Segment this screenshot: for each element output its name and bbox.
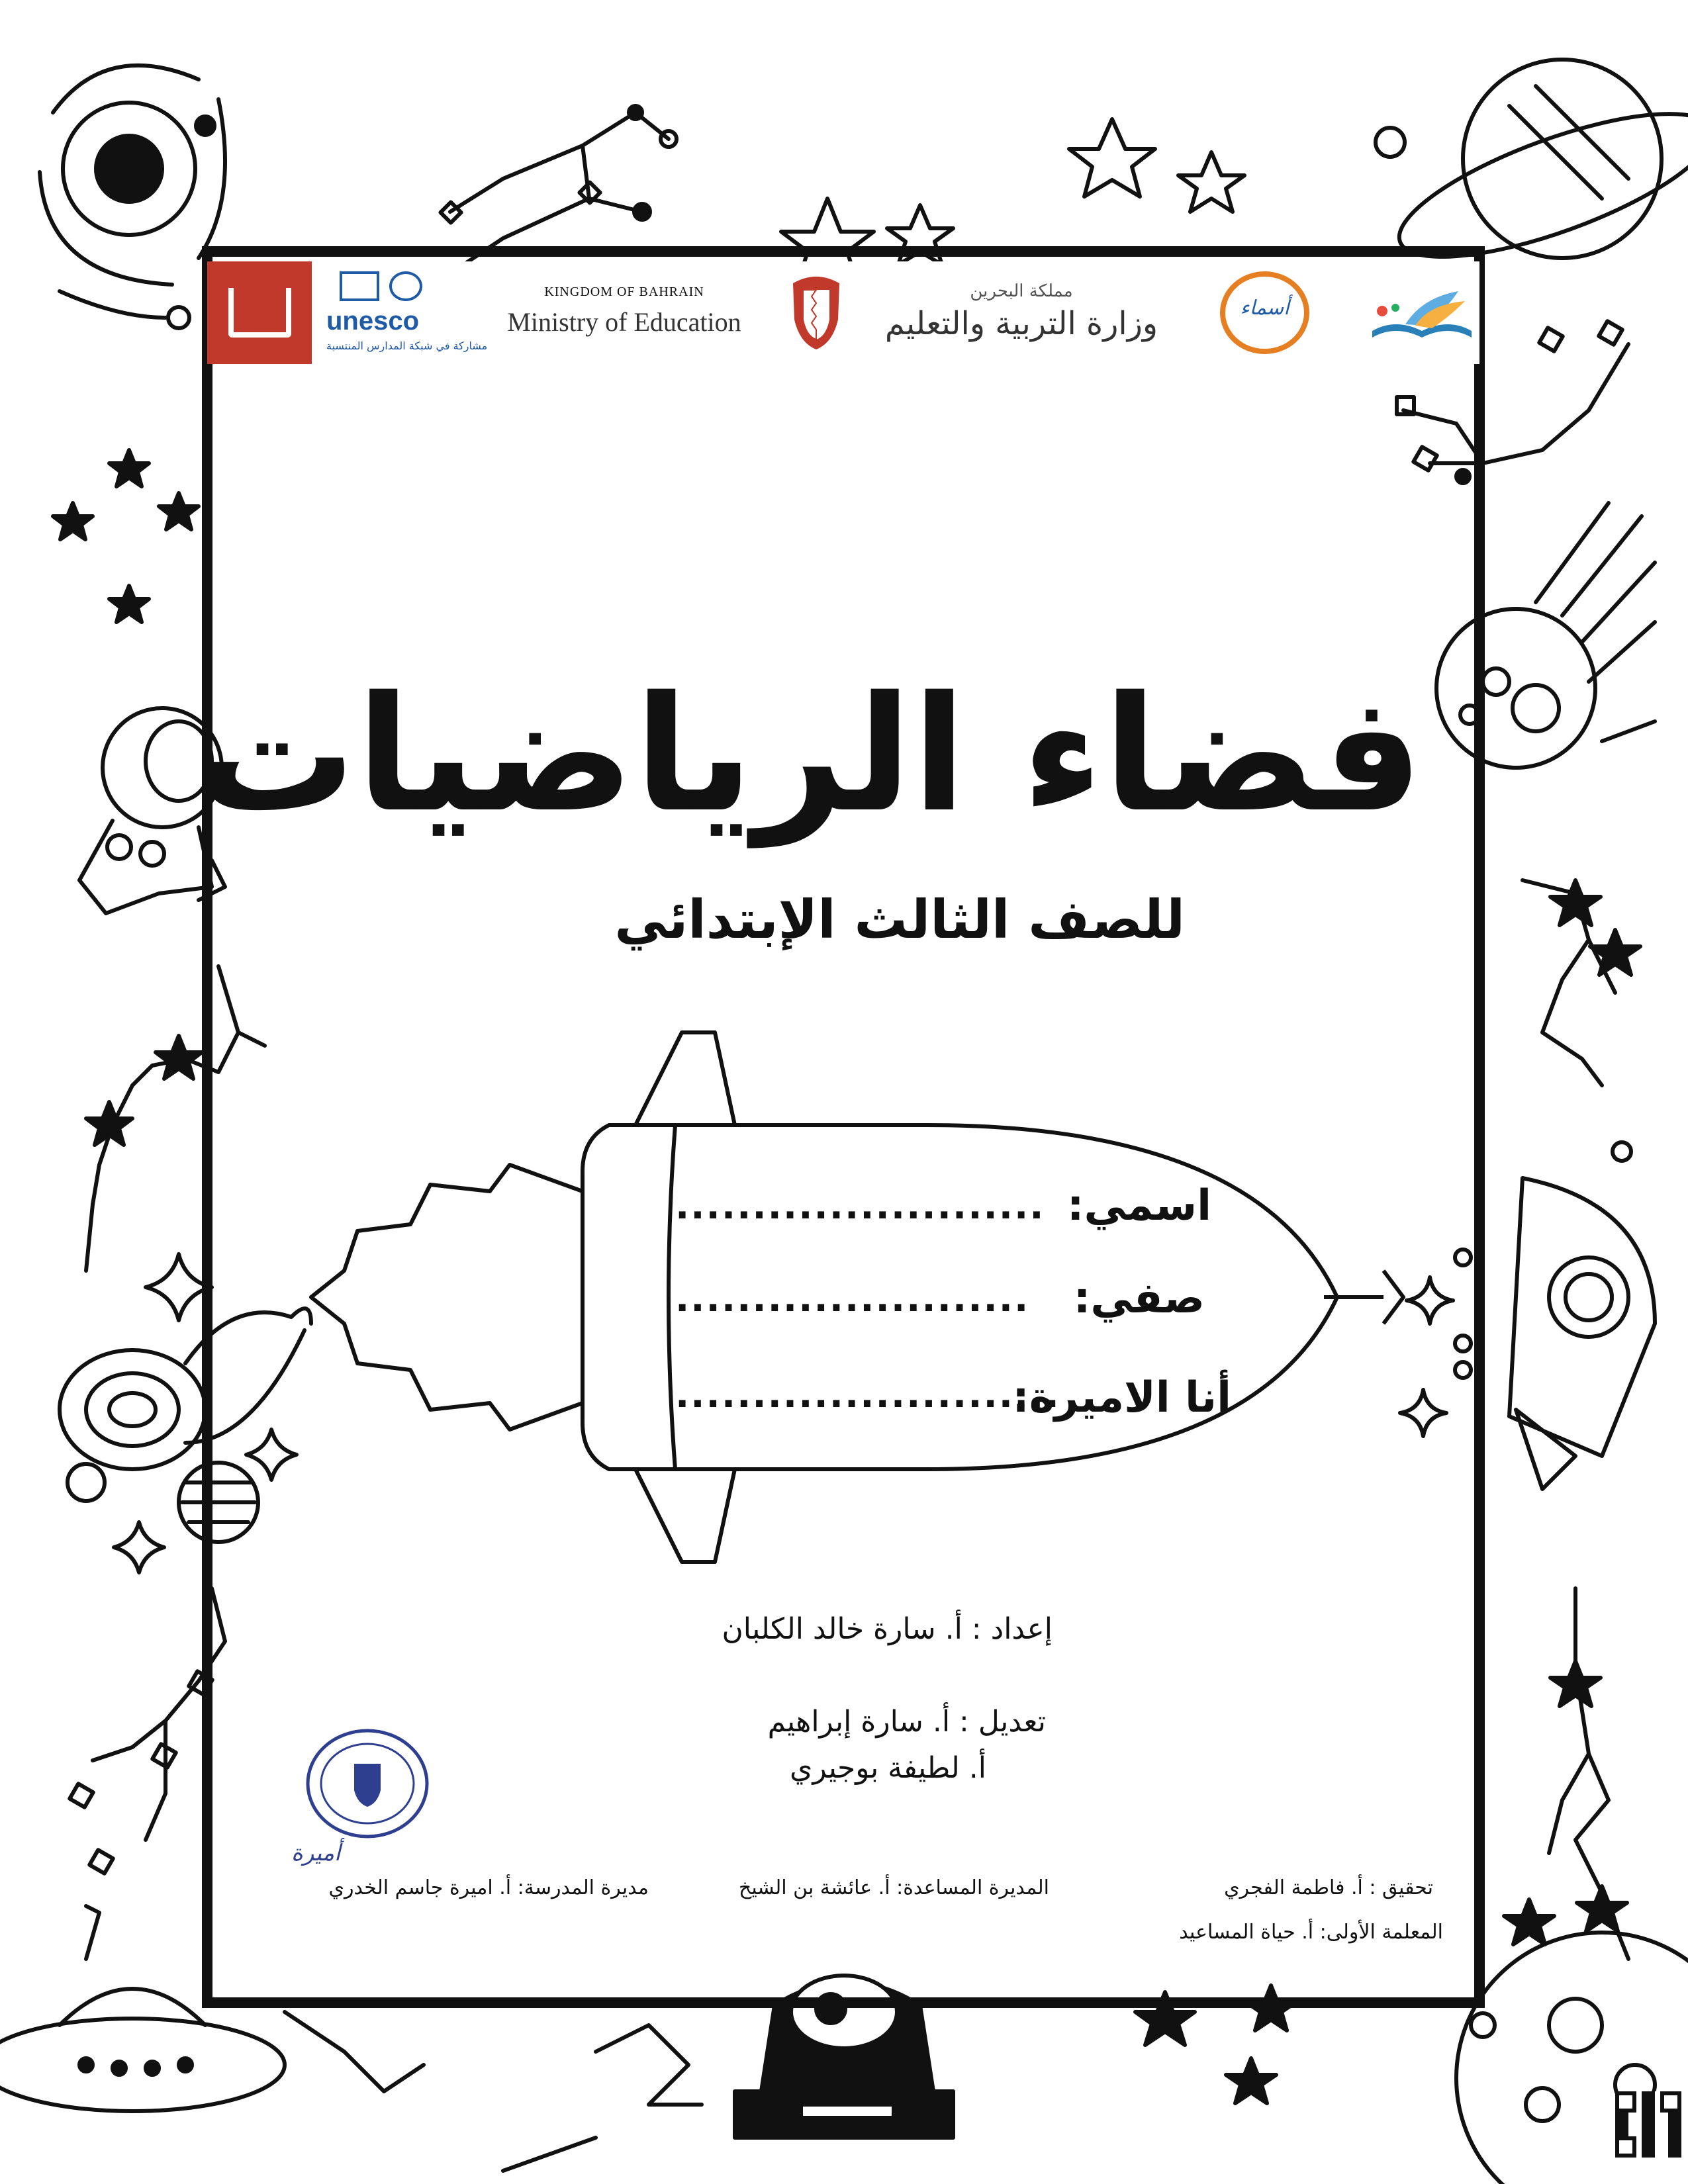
constellation-icon (440, 106, 677, 265)
page-title: فضاء الرياضيات (196, 662, 1423, 847)
prepared-by: إعداد : أ. سارة خالد الكلبان (722, 1612, 1053, 1646)
bottom-constellation-icon (285, 2012, 702, 2171)
school-logo (1220, 271, 1309, 354)
class-field[interactable]: ....................... (675, 1277, 1030, 1320)
kingdom-ar-label: مملكة البحرين (970, 281, 1073, 301)
constellation-right-lower-icon (1504, 1588, 1628, 1959)
school-stamp-icon (301, 1724, 434, 1843)
princess-field[interactable]: ......................... (675, 1373, 1060, 1416)
edited-by: تعديل : أ. سارة إبراهيم (767, 1705, 1046, 1739)
ministry-ar-logo (876, 281, 1167, 354)
signature: أميرة (291, 1840, 341, 1866)
unesco-sub-label: مشاركة في شبكة المدارس المنتسبة (326, 340, 488, 352)
page-subtitle: للصف الثالث الإبتدائي (614, 889, 1185, 950)
school-logo-label: أسماء (1240, 296, 1289, 320)
unesco-logo (320, 268, 488, 357)
edited-by-2: أ. لطيفة بوجيري (790, 1751, 986, 1785)
constellation-right-middle-icon (1523, 880, 1640, 1085)
temple-icon (340, 271, 379, 301)
first-teacher: المعلمة الأولى: أ. حياة المساعيد (1179, 1921, 1443, 1944)
bahrain-emblem-icon (786, 273, 846, 353)
book-icon (228, 288, 291, 338)
leaf-icon (389, 271, 422, 301)
qr-code-icon (1615, 2091, 1681, 2158)
unesco-label: unesco (326, 306, 420, 336)
princess-label: أنا الاميرة: (1012, 1373, 1231, 1422)
logos-header (207, 261, 1479, 364)
class-label: صفي: (1073, 1274, 1205, 1323)
principal: مديرة المدرسة: أ. اميرة جاسم الخدري (328, 1876, 649, 1899)
name-label: اسمي: (1066, 1181, 1211, 1230)
ministry-label: Ministry of Education (507, 307, 741, 337)
name-field[interactable]: ........................ (675, 1185, 1045, 1228)
ministry-ar-label: وزارة التربية والتعليم (884, 305, 1158, 342)
assistant-principal: المديرة المساعدة: أ. عائشة بن الشيخ (738, 1876, 1049, 1899)
ministry-en-logo (492, 285, 757, 351)
planet-orbits-icon (40, 66, 225, 328)
kingdom-label: KINGDOM OF BAHRAIN (544, 285, 704, 299)
books-logo-icon (1366, 285, 1478, 344)
education-logo (207, 261, 312, 364)
side-rocket-icon (1509, 1142, 1655, 1489)
reviewed-by: تحقيق : أ. فاطمة الفجري (1224, 1876, 1433, 1899)
small-star-icon (53, 450, 199, 622)
